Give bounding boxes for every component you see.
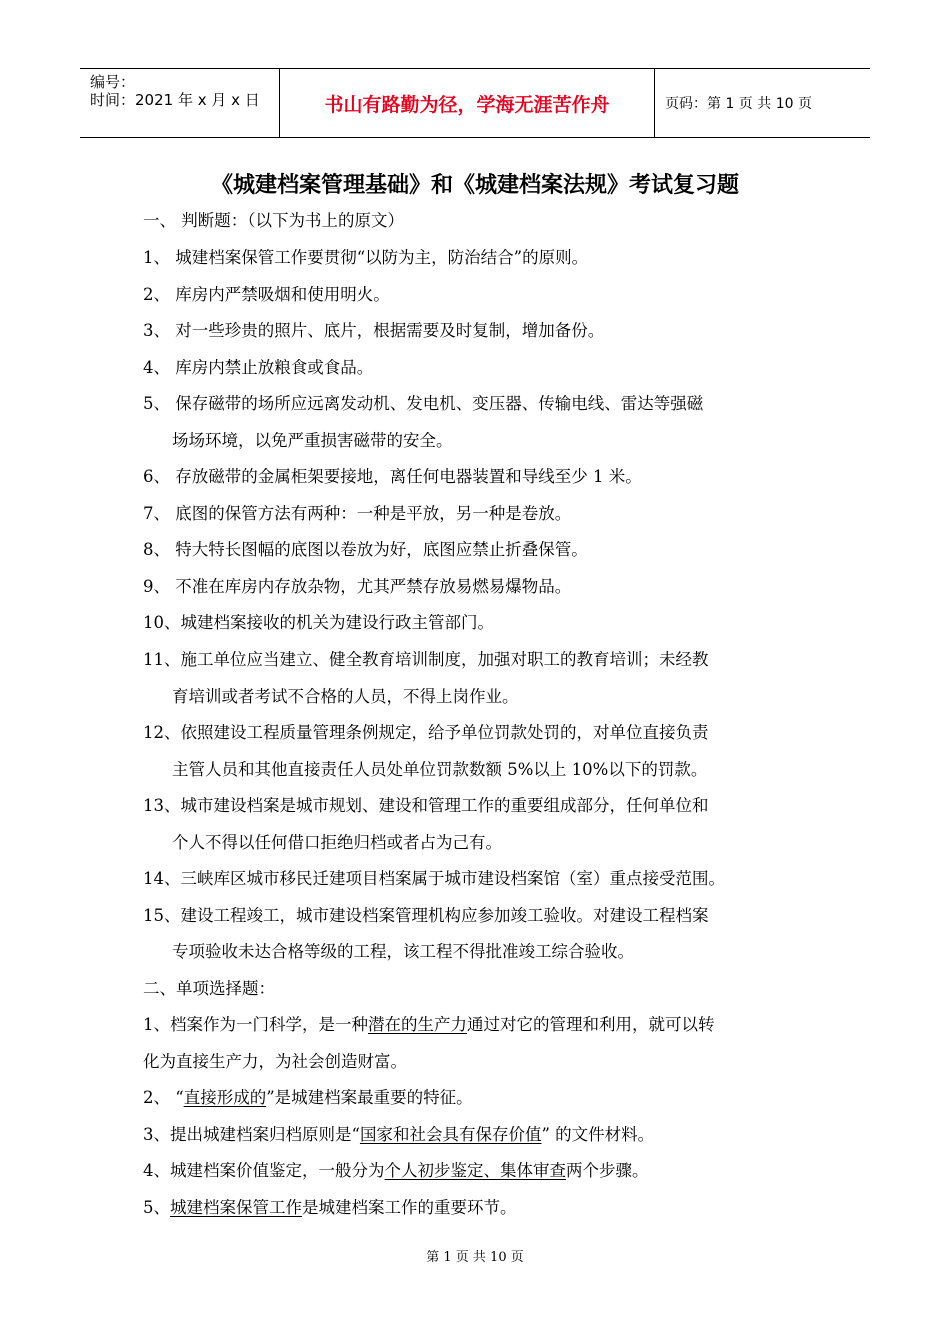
judgement-item: 14、三峡库区城市移民迁建项目档案属于城市建设档案馆（室）重点接受范围。 xyxy=(143,869,725,888)
judgement-item: 15、建设工程竣工，城市建设档案管理机构应参加竣工验收。对建设工程档案 xyxy=(143,906,709,925)
judgement-item: 10、城建档案接收的机关为建设行政主管部门。 xyxy=(143,613,494,632)
judgement-item: 13、城市建设档案是城市规划、建设和管理工作的重要组成部分，任何单位和 xyxy=(143,796,709,815)
judgement-item-cont: 育培训或者考试不合格的人员，不得上岗作业。 xyxy=(172,687,519,706)
judgement-item-cont: 场场环境，以免严重损害磁带的安全。 xyxy=(172,431,453,450)
choice-text: 3、提出城建档案归档原则是“ xyxy=(143,1125,360,1144)
choice-text: 4、城建档案价值鉴定，一般分为 xyxy=(143,1161,385,1180)
number-label: 编号： xyxy=(90,73,136,91)
choice-answer: 国家和社会具有保存价值 xyxy=(359,1125,542,1144)
choice-text: ”是城建档案最重要的特征。 xyxy=(266,1088,473,1107)
judgement-item: 12、依照建设工程质量管理条例规定，给予单位罚款处罚的，对单位直接负责 xyxy=(143,723,709,742)
judgement-item-cont: 专项验收未达合格等级的工程，该工程不得批准竣工综合验收。 xyxy=(172,942,634,961)
choice-text: ” 的文件材料。 xyxy=(541,1125,655,1144)
choice-item xyxy=(143,1160,649,1182)
choice-answer: 城建档案保管工作 xyxy=(170,1198,302,1217)
judgement-item: 2、 库房内严禁吸烟和使用明火。 xyxy=(143,285,390,304)
header-meta xyxy=(80,69,280,137)
choice-text: 2、 “ xyxy=(143,1088,184,1107)
judgement-item: 3、 对一些珍贵的照片、底片，根据需要及时复制，增加备份。 xyxy=(143,321,605,340)
choice-item xyxy=(143,1087,473,1109)
choice-text: 通过对它的管理和利用，就可以转 xyxy=(467,1015,715,1034)
choice-answer: 潜在的生产力 xyxy=(368,1015,467,1034)
header-motto: 书山有路勤为径，学海无涯苦作舟 xyxy=(280,69,655,137)
choice-text: 5、 xyxy=(143,1198,170,1217)
choice-item xyxy=(143,1014,715,1036)
judgement-item: 1、 城建档案保管工作要贯彻“以防为主，防治结合”的原则。 xyxy=(143,248,589,267)
header-page-info: 页码：第 1 页 共 10 页 xyxy=(665,96,812,112)
choice-item xyxy=(143,1197,517,1219)
choice-text: 是城建档案工作的重要环节。 xyxy=(302,1198,517,1217)
judgement-item-cont: 个人不得以任何借口拒绝归档或者占为己有。 xyxy=(172,833,502,852)
judgement-item: 11、施工单位应当建立、健全教育培训制度，加强对职工的教育培训；未经教 xyxy=(143,650,709,669)
judgement-item: 4、 库房内禁止放粮食或食品。 xyxy=(143,358,374,377)
judgement-item: 5、 保存磁带的场所应远离发动机、发电机、变压器、传输电线、雷达等强磁 xyxy=(143,394,704,413)
judgement-item: 7、 底图的保管方法有两种：一种是平放，另一种是卷放。 xyxy=(143,504,572,523)
section2-heading: 二、单项选择题： xyxy=(143,979,275,998)
choice-item xyxy=(143,1124,654,1146)
section1-heading: 一、 判断题：（以下为书上的原文） xyxy=(143,211,404,230)
time-label: 时间：2021 年 x 月 x 日 xyxy=(90,91,260,109)
page-title: 《城建档案管理基础》和《城建档案法规》考试复习题 xyxy=(210,173,739,198)
judgement-item: 8、 特大特长图幅的底图以卷放为好，底图应禁止折叠保管。 xyxy=(143,540,588,559)
choice-answer: 直接形成的 xyxy=(183,1088,267,1107)
judgement-item: 9、 不准在库房内存放杂物，尤其严禁存放易燃易爆物品。 xyxy=(143,577,572,596)
choice-text: 两个步骤。 xyxy=(566,1161,649,1180)
choice-answer: 个人初步鉴定、集体审查 xyxy=(384,1161,566,1180)
choice-item-cont: 化为直接生产力，为社会创造财富。 xyxy=(143,1052,407,1071)
judgement-item-cont: 主管人员和其他直接责任人员处单位罚款数额 5%以上 10%以下的罚款。 xyxy=(172,760,708,779)
page-footer: 第 1 页 共 10 页 xyxy=(426,1250,524,1265)
choice-text: 1、档案作为一门科学，是一种 xyxy=(143,1015,368,1034)
judgement-item: 6、 存放磁带的金属柜架要接地，离任何电器装置和导线至少 1 米。 xyxy=(143,467,642,486)
page-header xyxy=(80,68,870,138)
